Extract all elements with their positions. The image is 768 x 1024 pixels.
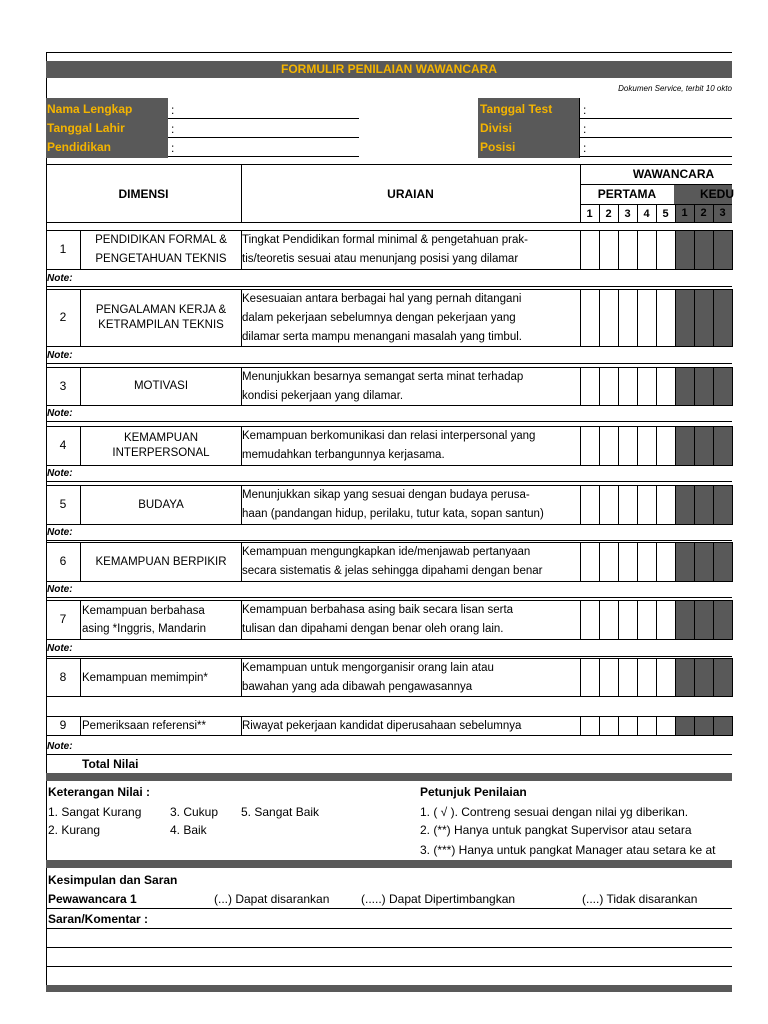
kedua-header: KEDU [700, 187, 735, 201]
score-first-3-cell[interactable] [618, 485, 638, 525]
score-header-second-1: 1 [675, 205, 694, 222]
row-uraian: Tingkat Pendidikan formal minimal & pengetahuan prak- [242, 234, 528, 246]
row-dimensi: PENDIDIKAN FORMAL & [95, 234, 227, 246]
row-number: 2 [59, 310, 67, 324]
score-second-1-cell[interactable] [675, 485, 695, 525]
pertama-header: PERTAMA [597, 187, 657, 201]
row-number: 3 [59, 378, 67, 393]
note-line [46, 540, 732, 541]
score-first-3-cell[interactable] [618, 367, 638, 406]
score-first-1-cell[interactable] [580, 230, 600, 270]
tanggal-lahir-sep: : [171, 122, 175, 136]
document-note: Dokumen Service, terbit 10 okto [618, 84, 732, 93]
row-dimensi: KETRAMPILAN TEKNIS [98, 319, 224, 331]
form-title: FORMULIR PENILAIAN WAWANCARA [46, 61, 732, 78]
row-number: 5 [59, 497, 67, 511]
score-header-first-2: 2 [605, 208, 612, 220]
option-dapat-dipertimbangkan[interactable]: (.....) Dapat Dipertimbangkan [361, 892, 516, 906]
score-second-2-cell[interactable] [694, 716, 714, 736]
score-second-2-cell[interactable] [694, 426, 714, 466]
bottom-border [46, 985, 732, 992]
pewawancara-label: Pewawancara 1 [48, 892, 137, 906]
score-second-2-cell[interactable] [694, 230, 714, 270]
score-first-4-cell[interactable] [637, 485, 657, 525]
row-dimensi: KEMAMPUAN [123, 432, 199, 444]
tanggal-lahir-label: Tanggal Lahir [47, 121, 125, 135]
uraian-header: URAIAN [387, 187, 434, 201]
score-first-2-cell[interactable] [599, 485, 619, 525]
tanggal-test-field[interactable] [579, 118, 732, 119]
row-note[interactable]: Note: [47, 643, 73, 654]
note-line [46, 597, 732, 598]
score-second-2-cell[interactable] [694, 542, 714, 582]
score-second-1-cell[interactable] [675, 367, 695, 406]
note-line [46, 286, 732, 287]
score-first-5-cell[interactable] [656, 367, 676, 406]
row-dimensi: Kemampuan berbahasa [82, 605, 205, 617]
score-header-divider [618, 204, 619, 222]
row-uraian: tulisan dan dipahami dengan benar oleh orang lain. [242, 623, 504, 635]
score-second-3-cell[interactable] [713, 658, 733, 697]
score-first-1-cell[interactable] [580, 716, 600, 736]
score-first-4-cell[interactable] [637, 716, 657, 736]
row-dimensi: INTERPERSONAL [112, 447, 210, 459]
score-header-second-3: 3 [713, 205, 732, 222]
score-header-first-1: 1 [586, 208, 593, 220]
kesimpulan-separator [46, 860, 732, 868]
row-uraian: secara sistematis & jelas sehingga dipahami dengan benar [242, 565, 543, 577]
score-second-2-cell[interactable] [694, 485, 714, 525]
score-first-2-cell[interactable] [599, 658, 619, 697]
score-second-3-cell[interactable] [713, 230, 733, 270]
row-note[interactable]: Note: [47, 350, 73, 361]
row-uraian: Kesesuaian antara berbagai hal yang pernah ditangani [242, 292, 522, 305]
row-uraian: Menunjukkan besarnya semangat serta minat terhadap [242, 370, 524, 383]
row-dimensi: asing *Inggris, Mandarin [82, 623, 207, 635]
row-note[interactable]: Note: [47, 584, 73, 595]
score-second-1-cell[interactable] [675, 542, 695, 582]
score-header-divider [694, 204, 695, 222]
row-uraian: Menunjukkan sikap yang sesuai dengan budaya perusa- [242, 489, 530, 501]
note-line [46, 656, 732, 657]
score-first-5-cell[interactable] [656, 542, 676, 582]
row-number: 7 [59, 612, 67, 626]
score-header-divider [713, 204, 714, 222]
option-dapat-disarankan[interactable]: (...) Dapat disarankan [214, 892, 330, 906]
score-first-4-cell[interactable] [637, 542, 657, 582]
tanggal-test-sep: : [583, 103, 587, 117]
posisi-sep: : [583, 141, 587, 155]
row-uraian: bawahan yang ada dibawah pengawasannya [242, 680, 473, 693]
row-uraian: Kemampuan untuk mengorganisir orang lain atau [242, 661, 494, 674]
nama-lengkap-label: Nama Lengkap [47, 102, 133, 116]
petunjuk-item-1: 1. ( √ ). Contreng sesuai dengan nilai yg diberikan. [420, 805, 689, 819]
pendidikan-label: Pendidikan [47, 140, 112, 154]
score-second-1-cell[interactable] [675, 289, 695, 347]
row-dimensi: MOTIVASI [133, 380, 189, 392]
identity-right-divider [579, 98, 580, 158]
row-uraian: memudahkan terbangunnya kerjasama. [242, 449, 445, 461]
saran-line-3[interactable] [46, 966, 732, 967]
score-first-1-cell[interactable] [580, 426, 600, 466]
row-number: 4 [59, 438, 67, 452]
row-dimensi: PENGETAHUAN TEKNIS [95, 253, 227, 265]
score-first-2-cell[interactable] [599, 289, 619, 347]
row-uraian: Kemampuan berbahasa asing baik secara lisan serta [242, 604, 514, 616]
score-first-1-cell[interactable] [580, 658, 600, 697]
row-note[interactable]: Note: [47, 468, 73, 479]
row-uraian: dalam pekerjaan sebelumnya dengan pekerjaan yang [242, 311, 516, 324]
row-uraian: kondisi pekerjaan yang dilamar. [242, 389, 404, 402]
row-uraian: Riwayat pekerjaan kandidat diperusahaan sebelumnya [242, 719, 522, 732]
row-dimensi: BUDAYA [138, 498, 184, 511]
row-number: 1 [59, 242, 67, 256]
score-header-first-5: 5 [662, 208, 669, 220]
option-tidak-disarankan[interactable]: (....) Tidak disarankan [582, 892, 698, 906]
score-first-4-cell[interactable] [637, 426, 657, 466]
score-first-4-cell[interactable] [637, 230, 657, 270]
score-second-3-cell[interactable] [713, 367, 733, 406]
score-first-2-cell[interactable] [599, 542, 619, 582]
wawancara-header: WAWANCARA [632, 167, 715, 181]
total-separator [46, 773, 732, 781]
score-second-2-cell[interactable] [694, 600, 714, 640]
row-uraian: Kemampuan berkomunikasi dan relasi interpersonal yang [242, 430, 536, 442]
score-first-2-cell[interactable] [599, 600, 619, 640]
nama-lengkap-field[interactable] [168, 118, 359, 119]
kesimpulan-title: Kesimpulan dan Saran [48, 873, 178, 887]
row-number: 6 [59, 554, 67, 568]
row-dimensi: PENGALAMAN KERJA & [95, 304, 227, 316]
score-second-3-cell[interactable] [713, 600, 733, 640]
score-second-2-cell[interactable] [694, 289, 714, 347]
header-bottom-line [46, 222, 732, 223]
score-first-1-cell[interactable] [580, 485, 600, 525]
score-second-3-cell[interactable] [713, 485, 733, 525]
row-number: 8 [59, 669, 67, 684]
note-line [46, 481, 732, 482]
row-note[interactable]: Note: [47, 408, 73, 419]
keterangan-item-4: 4. Baik [170, 823, 207, 837]
note-line [46, 363, 732, 364]
note-line [46, 421, 732, 422]
score-first-4-cell[interactable] [637, 289, 657, 347]
score-first-2-cell[interactable] [599, 230, 619, 270]
score-first-4-cell[interactable] [637, 367, 657, 406]
divisi-label: Divisi [480, 121, 513, 135]
tanggal-test-label: Tanggal Test [480, 102, 553, 116]
score-first-3-cell[interactable] [618, 426, 638, 466]
row-dimensi: Pemeriksaan referensi** [82, 720, 207, 732]
row-divider [80, 658, 81, 697]
score-first-3-cell[interactable] [618, 716, 638, 736]
score-first-1-cell[interactable] [580, 542, 600, 582]
score-header-first-4: 4 [643, 208, 650, 220]
score-first-2-cell[interactable] [599, 367, 619, 406]
score-first-5-cell[interactable] [656, 658, 676, 697]
score-second-3-cell[interactable] [713, 716, 733, 736]
score-second-1-cell[interactable] [675, 658, 695, 697]
score-header-divider [637, 204, 638, 222]
saran-line-2[interactable] [46, 947, 732, 948]
petunjuk-item-2: 2. (**) Hanya untuk pangkat Supervisor atau setara [420, 823, 692, 837]
total-nilai-label: Total Nilai [82, 757, 139, 771]
score-first-5-cell[interactable] [656, 426, 676, 466]
keterangan-item-5: 5. Sangat Baik [241, 805, 320, 819]
row-number: 9 [59, 718, 67, 732]
score-first-3-cell[interactable] [618, 658, 638, 697]
score-second-3-cell[interactable] [713, 542, 733, 582]
row-dimensi: Kemampuan memimpin* [82, 671, 208, 684]
score-header-divider [580, 204, 581, 222]
score-second-1-cell[interactable] [675, 600, 695, 640]
score-second-3-cell[interactable] [713, 426, 733, 466]
posisi-label: Posisi [480, 140, 516, 154]
row-uraian: tis/teoretis sesuai atau menunjang posisi yang dilamar [242, 253, 519, 265]
note-line [46, 754, 732, 755]
score-first-5-cell[interactable] [656, 485, 676, 525]
row-uraian: dilamar serta mampu menangani masalah yang timbul. [242, 330, 522, 343]
pendidikan-field[interactable] [168, 156, 359, 157]
score-second-1-cell[interactable] [675, 716, 695, 736]
keterangan-title: Keterangan Nilai : [48, 785, 151, 799]
score-second-1-cell[interactable] [675, 230, 695, 270]
top-border [46, 52, 732, 53]
tanggal-lahir-field[interactable] [168, 137, 359, 138]
score-first-4-cell[interactable] [637, 600, 657, 640]
score-first-4-cell[interactable] [637, 658, 657, 697]
row-uraian: Kemampuan mengungkapkan ide/menjawab pertanyaan [242, 546, 531, 558]
nama-lengkap-sep: : [171, 103, 175, 117]
score-second-2-cell[interactable] [694, 367, 714, 406]
saran-label: Saran/Komentar : [48, 912, 149, 926]
score-header-divider [599, 204, 600, 222]
score-first-3-cell[interactable] [618, 230, 638, 270]
keterangan-item-1: 1. Sangat Kurang [48, 805, 142, 819]
score-second-2-cell[interactable] [694, 658, 714, 697]
score-first-5-cell[interactable] [656, 600, 676, 640]
row-uraian: haan (pandangan hidup, perilaku, tutur kata, sopan santun) [242, 508, 544, 520]
row-divider [80, 600, 81, 640]
score-header-second-2: 2 [694, 205, 713, 222]
score-first-2-cell[interactable] [599, 426, 619, 466]
score-first-5-cell[interactable] [656, 230, 676, 270]
score-first-1-cell[interactable] [580, 289, 600, 347]
dimensi-header: DIMENSI [118, 187, 169, 201]
row-divider [80, 716, 81, 736]
header-top-line [46, 164, 732, 165]
score-header-first-3: 3 [624, 208, 631, 220]
score-first-2-cell[interactable] [599, 716, 619, 736]
pendidikan-sep: : [171, 141, 175, 155]
score-first-3-cell[interactable] [618, 542, 638, 582]
score-first-3-cell[interactable] [618, 600, 638, 640]
score-header-divider [656, 204, 657, 222]
score-first-1-cell[interactable] [580, 600, 600, 640]
row-note[interactable]: Note: [47, 741, 73, 752]
saran-line-1[interactable] [46, 928, 732, 929]
petunjuk-title: Petunjuk Penilaian [420, 785, 527, 799]
divisi-sep: : [583, 122, 587, 136]
divisi-field[interactable] [579, 137, 732, 138]
score-first-3-cell[interactable] [618, 289, 638, 347]
petunjuk-item-3: 3. (***) Hanya untuk pangkat Manager atau setara ke at [420, 843, 716, 857]
score-first-5-cell[interactable] [656, 716, 676, 736]
score-second-1-cell[interactable] [675, 426, 695, 466]
keterangan-item-2: 2. Kurang [48, 823, 101, 837]
row-note[interactable]: Note: [47, 273, 73, 284]
score-second-3-cell[interactable] [713, 289, 733, 347]
score-header-divider [675, 204, 676, 222]
kesimpulan-line [46, 908, 732, 909]
row-dimensi: KEMAMPUAN BERPIKIR [95, 555, 227, 568]
keterangan-item-3: 3. Cukup [170, 805, 219, 819]
score-first-5-cell[interactable] [656, 289, 676, 347]
row-note[interactable]: Note: [47, 527, 73, 538]
posisi-field[interactable] [579, 156, 732, 157]
score-first-1-cell[interactable] [580, 367, 600, 406]
